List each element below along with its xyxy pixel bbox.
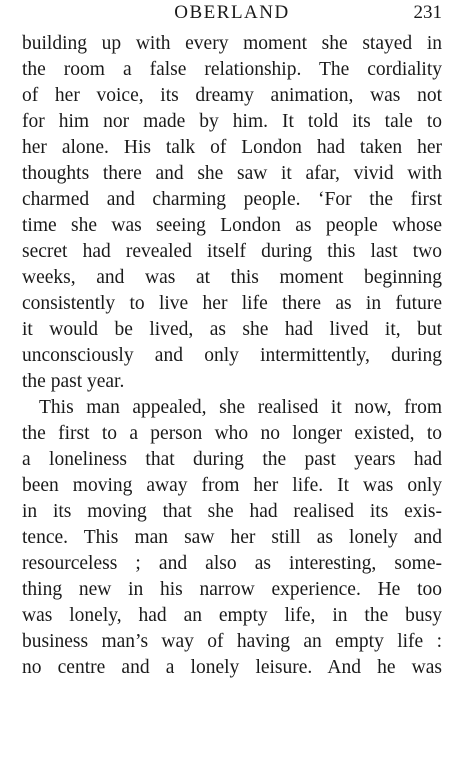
text-line: a loneliness that during the past years had — [22, 449, 442, 470]
text-line: been moving away from her life. It was only — [22, 475, 442, 496]
paragraph-2 — [22, 395, 442, 681]
running-title: OBERLAND — [174, 2, 290, 23]
running-head — [22, 2, 442, 28]
text-line: of her voice, its dreamy animation, was not — [22, 85, 442, 106]
text-line: time she was seeing London as people whose — [22, 215, 442, 236]
body-text — [22, 31, 442, 681]
text-line: her alone. His talk of London had taken her — [22, 137, 442, 158]
text-line: weeks, and was at this moment beginning — [22, 267, 442, 288]
text-line: the past year. — [22, 371, 125, 392]
text-line: no centre and a lonely leisure. And he was — [22, 657, 442, 678]
text-line: business man’s way of having an empty life : — [22, 631, 442, 652]
text-line: unconsciously and only intermittently, during — [22, 345, 442, 366]
text-line: was lonely, had an empty life, in the busy — [22, 605, 442, 626]
text-line: the room a false relationship. The cordiality — [22, 59, 442, 80]
text-line: secret had revealed itself during this last two — [22, 241, 442, 262]
paragraph-1 — [22, 31, 442, 395]
text-line: for him nor made by him. It told its tale to — [22, 111, 442, 132]
text-line: in its moving that she had realised its exis- — [22, 501, 442, 522]
text-line: it would be lived, as she had lived it, but — [22, 319, 442, 340]
text-line: thing new in his narrow experience. He too — [22, 579, 442, 600]
text-line: charmed and charming people. ‘For the first — [22, 189, 442, 210]
text-line: thoughts there and she saw it afar, vivid with — [22, 163, 442, 184]
text-line: consistently to live her life there as in future — [22, 293, 442, 314]
text-line: building up with every moment she stayed in — [22, 33, 442, 54]
text-line: resourceless ; and also as interesting, some- — [22, 553, 442, 574]
text-line: This man appealed, she realised it now, from — [39, 397, 442, 418]
text-line: the first to a person who no longer existed, to — [22, 423, 442, 444]
page-number: 231 — [413, 2, 442, 23]
text-line: tence. This man saw her still as lonely and — [22, 527, 442, 548]
